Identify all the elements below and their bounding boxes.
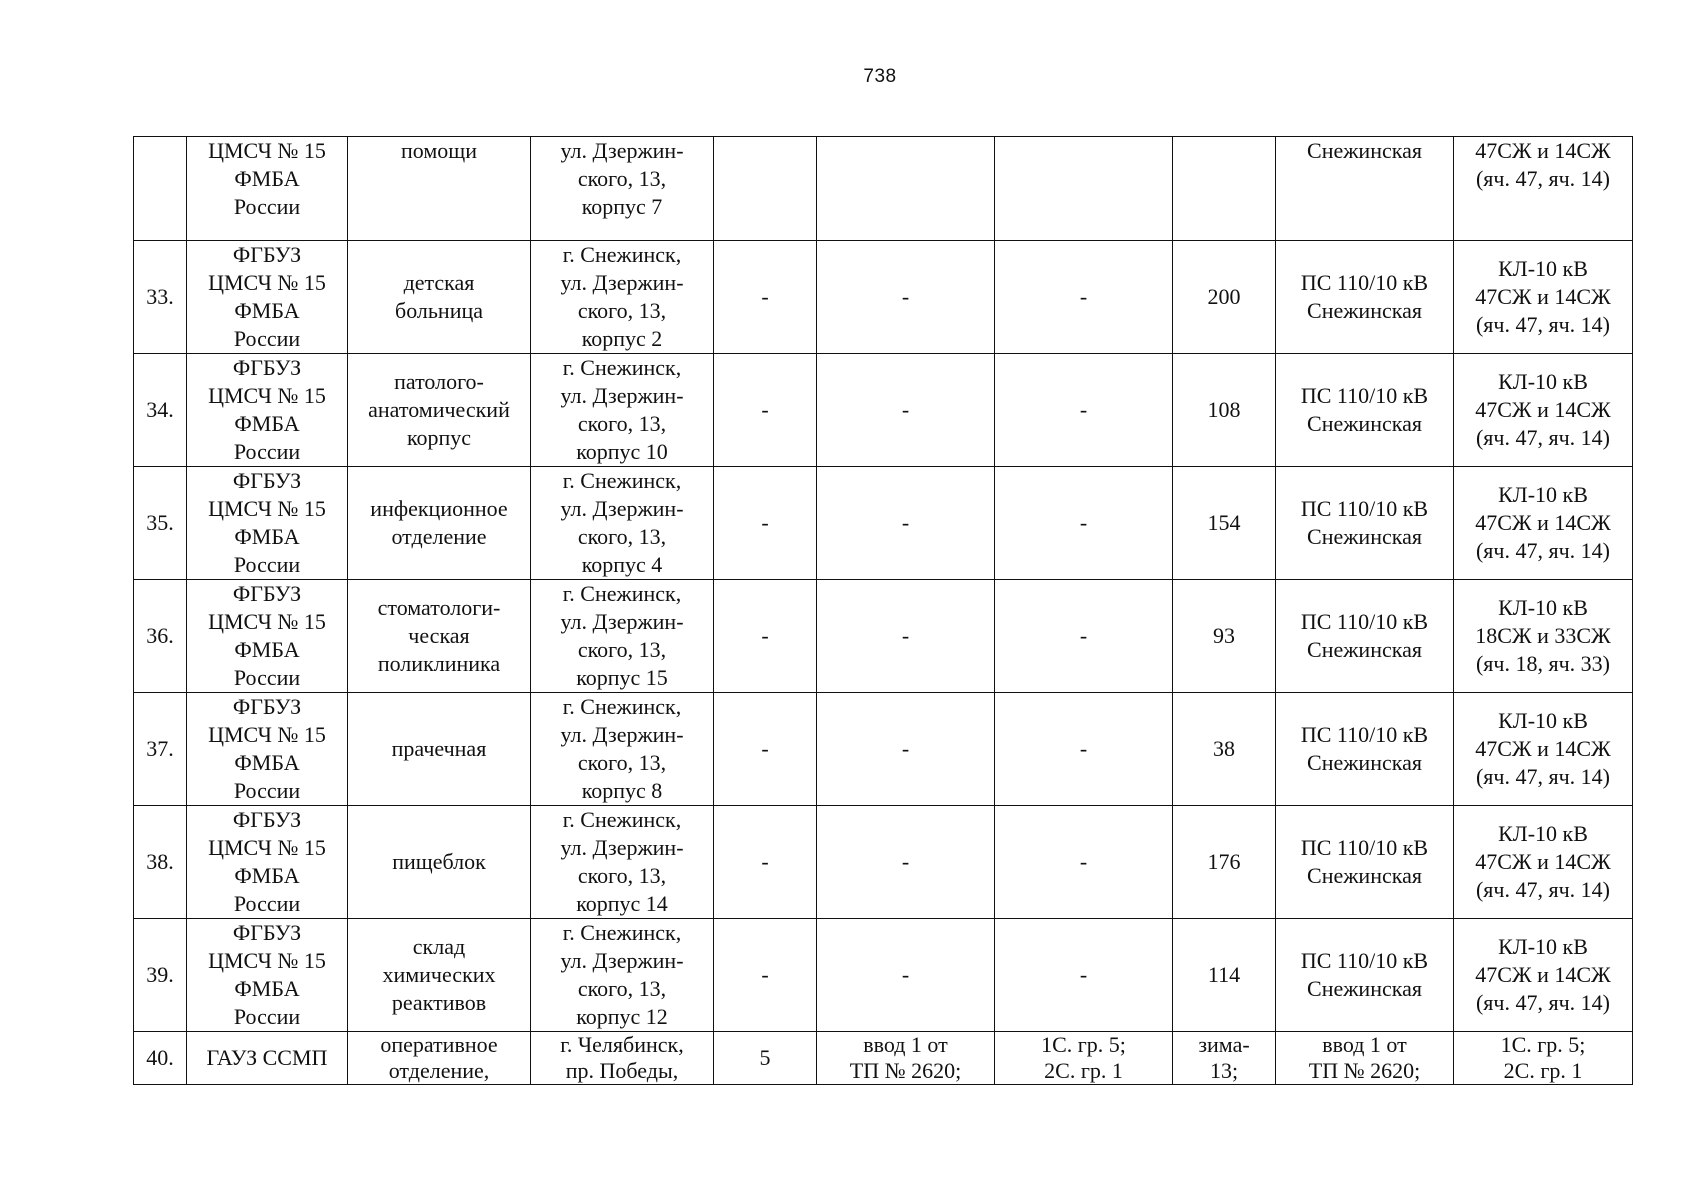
cell-object	[348, 241, 531, 354]
cell-col5: -	[714, 241, 817, 354]
cell-text-line: г. Снежинск,	[562, 920, 682, 945]
cell-text-line: ЦМСЧ № 15	[208, 835, 326, 860]
cell-text-line: ФМБА	[234, 298, 300, 323]
cell-address	[531, 919, 714, 1032]
cell-address	[531, 806, 714, 919]
cell-number: 40.	[134, 1032, 187, 1085]
cell-text-line: ЦМСЧ № 15	[208, 496, 326, 521]
cell-col8: 114	[1173, 919, 1276, 1032]
cell-text-line: 2С. гр. 1	[1044, 1058, 1123, 1083]
cell-supply-line	[1454, 137, 1633, 241]
cell-object	[348, 354, 531, 467]
cell-text-line: г. Снежинск,	[562, 242, 682, 267]
cell-address	[531, 693, 714, 806]
table-row	[134, 919, 1633, 1032]
cell-col8	[1173, 1032, 1276, 1085]
cell-text-line: г. Снежинск,	[562, 355, 682, 380]
cell-text-line: ФГБУЗ	[232, 694, 302, 719]
cell-text-line: ул. Дзержин-	[560, 609, 684, 634]
cell-text-line: 47СЖ и 14СЖ	[1475, 138, 1611, 163]
cell-text-line: ФМБА	[234, 166, 300, 191]
cell-text-line: пр. Победы,	[565, 1058, 679, 1083]
cell-text-line: России	[233, 891, 301, 916]
cell-col5	[714, 137, 817, 241]
cell-text-line: ФГБУЗ	[232, 920, 302, 945]
cell-text-line: (яч. 47, яч. 14)	[1475, 166, 1611, 191]
cell-text-line: 47СЖ и 14СЖ	[1475, 736, 1611, 761]
table-row	[134, 241, 1633, 354]
cell-text-line: ТП № 2620;	[849, 1058, 962, 1083]
cell-text-line: 47СЖ и 14СЖ	[1475, 962, 1611, 987]
cell-text-line: 13;	[1209, 1058, 1239, 1083]
cell-text-line: ПС 110/10 кВ	[1300, 835, 1429, 860]
cell-supply-substation	[1276, 919, 1454, 1032]
cell-text-line: (яч. 47, яч. 14)	[1475, 764, 1611, 789]
cell-number: 37.	[134, 693, 187, 806]
cell-text-line: КЛ-10 кВ	[1498, 821, 1588, 846]
cell-col7	[995, 137, 1173, 241]
cell-text-line: 47СЖ и 14СЖ	[1475, 510, 1611, 535]
cell-text-line: ФМБА	[234, 750, 300, 775]
cell-number: 38.	[134, 806, 187, 919]
cell-supply-line	[1454, 467, 1633, 580]
cell-col6	[817, 1032, 995, 1085]
cell-supply-substation	[1276, 693, 1454, 806]
cell-supply-substation	[1276, 137, 1454, 241]
cell-object	[348, 137, 531, 241]
cell-text-line: ского, 13,	[577, 637, 667, 662]
cell-organization	[187, 919, 348, 1032]
cell-text-line: (яч. 47, яч. 14)	[1475, 990, 1611, 1015]
cell-col7: -	[995, 693, 1173, 806]
cell-text-line: КЛ-10 кВ	[1498, 482, 1588, 507]
cell-supply-line	[1454, 580, 1633, 693]
cell-col6: -	[817, 919, 995, 1032]
cell-object	[348, 1032, 531, 1085]
table-body	[134, 137, 1633, 1085]
cell-col7: -	[995, 919, 1173, 1032]
cell-number: 35.	[134, 467, 187, 580]
cell-text-line: инфекционное	[370, 496, 508, 521]
cell-text-line: ФМБА	[234, 637, 300, 662]
cell-number: 34.	[134, 354, 187, 467]
cell-col7: -	[995, 580, 1173, 693]
cell-text-line: России	[233, 552, 301, 577]
cell-organization	[187, 693, 348, 806]
cell-text-line: России	[233, 1004, 301, 1029]
cell-text-line: ЦМСЧ № 15	[208, 948, 326, 973]
cell-address	[531, 354, 714, 467]
cell-text-line: стоматологи-	[377, 595, 501, 620]
cell-text-line: пищеблок	[392, 849, 486, 874]
cell-text-line: (яч. 47, яч. 14)	[1475, 877, 1611, 902]
cell-text-line: ФГБУЗ	[232, 468, 302, 493]
cell-text-line: ЦМСЧ № 15	[208, 609, 326, 634]
cell-text-line: ГАУЗ ССМП	[206, 1045, 328, 1070]
cell-text-line: г. Снежинск,	[562, 581, 682, 606]
cell-text-line: ФГБУЗ	[232, 355, 302, 380]
cell-text-line: химических	[382, 962, 496, 987]
cell-text-line: корпус 10	[576, 439, 668, 464]
cell-col8: 108	[1173, 354, 1276, 467]
cell-supply-substation	[1276, 354, 1454, 467]
cell-col8: 200	[1173, 241, 1276, 354]
cell-text-line: ского, 13,	[577, 976, 667, 1001]
cell-col8	[1173, 137, 1276, 241]
cell-text-line: ПС 110/10 кВ	[1300, 722, 1429, 747]
cell-text-line: корпус 7	[581, 194, 663, 219]
cell-organization	[187, 806, 348, 919]
cell-text-line: ЦМСЧ № 15	[208, 722, 326, 747]
cell-text-line: 2С. гр. 1	[1503, 1058, 1583, 1083]
cell-text-line: корпус 15	[576, 665, 668, 690]
cell-col7: -	[995, 467, 1173, 580]
cell-text-line: Снежинская	[1307, 298, 1422, 323]
cell-text-line: 47СЖ и 14СЖ	[1475, 284, 1611, 309]
cell-text-line: корпус 2	[581, 326, 663, 351]
cell-supply-line	[1454, 806, 1633, 919]
cell-text-line: оперативное	[380, 1032, 498, 1057]
cell-col6: -	[817, 693, 995, 806]
cell-text-line: КЛ-10 кВ	[1498, 934, 1588, 959]
cell-text-line: ул. Дзержин-	[560, 496, 684, 521]
cell-text-line: Снежинская	[1307, 138, 1422, 163]
cell-supply-line	[1454, 1032, 1633, 1085]
cell-text-line: ФМБА	[234, 863, 300, 888]
cell-text-line: ул. Дзержин-	[560, 383, 684, 408]
cell-text-line: ул. Дзержин-	[560, 835, 684, 860]
cell-text-line: ФМБА	[234, 524, 300, 549]
cell-text-line: корпус	[406, 425, 472, 450]
cell-col7: -	[995, 241, 1173, 354]
cell-text-line: ФМБА	[234, 976, 300, 1001]
cell-col6	[817, 137, 995, 241]
cell-text-line: ЦМСЧ № 15	[208, 138, 326, 163]
cell-text-line: Снежинская	[1307, 411, 1422, 436]
cell-text-line: корпус 8	[581, 778, 663, 803]
cell-text-line: 18СЖ и 33СЖ	[1475, 623, 1611, 648]
cell-supply-substation	[1276, 806, 1454, 919]
cell-supply-substation	[1276, 241, 1454, 354]
cell-text-line: ввод 1 от	[863, 1032, 948, 1057]
cell-col5: -	[714, 467, 817, 580]
cell-organization	[187, 467, 348, 580]
page-number: 738	[863, 66, 897, 87]
cell-text-line: ул. Дзержин-	[560, 948, 684, 973]
cell-supply-line	[1454, 354, 1633, 467]
cell-text-line: Снежинская	[1307, 976, 1422, 1001]
cell-text-line: г. Челябинск,	[560, 1032, 684, 1057]
cell-text-line: отделение,	[388, 1058, 490, 1083]
cell-col7: -	[995, 806, 1173, 919]
cell-text-line: поликлиника	[377, 651, 501, 676]
cell-text-line: ского, 13,	[577, 524, 667, 549]
cell-number: 33.	[134, 241, 187, 354]
cell-text-line: отделение	[391, 524, 487, 549]
cell-supply-line	[1454, 241, 1633, 354]
cell-text-line: ПС 110/10 кВ	[1300, 496, 1429, 521]
cell-col7	[995, 1032, 1173, 1085]
cell-text-line: ского, 13,	[577, 298, 667, 323]
cell-text-line: ФМБА	[234, 411, 300, 436]
table-row	[134, 1032, 1633, 1085]
cell-address	[531, 137, 714, 241]
cell-col5: -	[714, 806, 817, 919]
cell-text-line: ТП № 2620;	[1308, 1058, 1421, 1083]
cell-col5: 5	[714, 1032, 817, 1085]
cell-text-line: (яч. 47, яч. 14)	[1475, 312, 1611, 337]
cell-col6: -	[817, 467, 995, 580]
cell-object	[348, 806, 531, 919]
cell-address	[531, 1032, 714, 1085]
cell-text-line: ФГБУЗ	[232, 807, 302, 832]
cell-text-line: Снежинская	[1307, 750, 1422, 775]
cell-text-line: ЦМСЧ № 15	[208, 383, 326, 408]
cell-text-line: ул. Дзержин-	[560, 722, 684, 747]
cell-text-line: ПС 110/10 кВ	[1300, 948, 1429, 973]
cell-text-line: России	[233, 778, 301, 803]
cell-text-line: ФГБУЗ	[232, 242, 302, 267]
cell-organization	[187, 1032, 348, 1085]
cell-text-line: ческая	[408, 623, 470, 648]
cell-text-line: помощи	[401, 138, 477, 163]
cell-col6: -	[817, 241, 995, 354]
cell-organization	[187, 137, 348, 241]
cell-text-line: корпус 12	[576, 1004, 668, 1029]
cell-organization	[187, 241, 348, 354]
table-row	[134, 580, 1633, 693]
cell-text-line: ПС 110/10 кВ	[1300, 270, 1429, 295]
cell-text-line: г. Снежинск,	[562, 694, 682, 719]
cell-col8: 93	[1173, 580, 1276, 693]
cell-col6: -	[817, 580, 995, 693]
cell-text-line: 1С. гр. 5;	[1041, 1032, 1126, 1057]
cell-col5: -	[714, 354, 817, 467]
cell-text-line: зима-	[1198, 1032, 1250, 1057]
cell-col8: 38	[1173, 693, 1276, 806]
cell-text-line: ского, 13,	[577, 411, 667, 436]
table-row	[134, 137, 1633, 241]
cell-address	[531, 467, 714, 580]
cell-text-line: (яч. 47, яч. 14)	[1475, 425, 1611, 450]
cell-text-line: КЛ-10 кВ	[1498, 708, 1588, 733]
table-row	[134, 467, 1633, 580]
cell-object	[348, 467, 531, 580]
cell-object	[348, 919, 531, 1032]
cell-text-line: ул. Дзержин-	[560, 138, 684, 163]
cell-text-line: (яч. 47, яч. 14)	[1475, 538, 1611, 563]
cell-supply-substation	[1276, 580, 1454, 693]
cell-text-line: ПС 110/10 кВ	[1300, 383, 1429, 408]
cell-address	[531, 241, 714, 354]
cell-number: 39.	[134, 919, 187, 1032]
cell-text-line: ПС 110/10 кВ	[1300, 609, 1429, 634]
cell-text-line: (яч. 18, яч. 33)	[1475, 651, 1611, 676]
cell-text-line: корпус 14	[576, 891, 668, 916]
cell-text-line: ул. Дзержин-	[560, 270, 684, 295]
cell-text-line: России	[233, 326, 301, 351]
cell-text-line: ФГБУЗ	[232, 581, 302, 606]
cell-text-line: ЦМСЧ № 15	[208, 270, 326, 295]
cell-text-line: анатомический	[368, 397, 510, 422]
cell-text-line: 47СЖ и 14СЖ	[1475, 397, 1611, 422]
cell-text-line: склад	[412, 934, 466, 959]
cell-organization	[187, 354, 348, 467]
cell-text-line: Снежинская	[1307, 524, 1422, 549]
cell-organization	[187, 580, 348, 693]
cell-number: 36.	[134, 580, 187, 693]
cell-supply-line	[1454, 919, 1633, 1032]
cell-text-line: Снежинская	[1307, 863, 1422, 888]
cell-object	[348, 580, 531, 693]
cell-text-line: 47СЖ и 14СЖ	[1475, 849, 1611, 874]
cell-text-line: патолого-	[394, 369, 484, 394]
cell-supply-substation	[1276, 1032, 1454, 1085]
cell-text-line: г. Снежинск,	[562, 807, 682, 832]
cell-col8: 154	[1173, 467, 1276, 580]
table-row	[134, 806, 1633, 919]
cell-col5: -	[714, 919, 817, 1032]
cell-text-line: Снежинская	[1307, 637, 1422, 662]
cell-text-line: ского, 13,	[577, 750, 667, 775]
cell-text-line: ввод 1 от	[1322, 1032, 1407, 1057]
cell-text-line: корпус 4	[581, 552, 663, 577]
cell-object	[348, 693, 531, 806]
cell-supply-substation	[1276, 467, 1454, 580]
table-row	[134, 693, 1633, 806]
cell-text-line: России	[233, 439, 301, 464]
cell-col8: 176	[1173, 806, 1276, 919]
cell-col6: -	[817, 806, 995, 919]
cell-col5: -	[714, 580, 817, 693]
cell-address	[531, 580, 714, 693]
cell-text-line: КЛ-10 кВ	[1498, 369, 1588, 394]
cell-text-line: детская	[403, 270, 475, 295]
cell-text-line: России	[233, 194, 301, 219]
cell-text-line: КЛ-10 кВ	[1498, 595, 1588, 620]
cell-text-line: г. Снежинск,	[562, 468, 682, 493]
cell-col7: -	[995, 354, 1173, 467]
cell-col5: -	[714, 693, 817, 806]
cell-col6: -	[817, 354, 995, 467]
cell-text-line: России	[233, 665, 301, 690]
cell-text-line: больница	[395, 298, 483, 323]
cell-supply-line	[1454, 693, 1633, 806]
cell-text-line: ского, 13,	[577, 166, 667, 191]
cell-text-line: 1С. гр. 5;	[1500, 1032, 1586, 1057]
cell-text-line: реактивов	[391, 990, 487, 1015]
cell-text-line: прачечная	[391, 736, 487, 761]
table-row	[134, 354, 1633, 467]
cell-text-line: КЛ-10 кВ	[1498, 256, 1588, 281]
cell-number	[134, 137, 187, 241]
data-table	[133, 136, 1633, 1085]
cell-text-line: ского, 13,	[577, 863, 667, 888]
